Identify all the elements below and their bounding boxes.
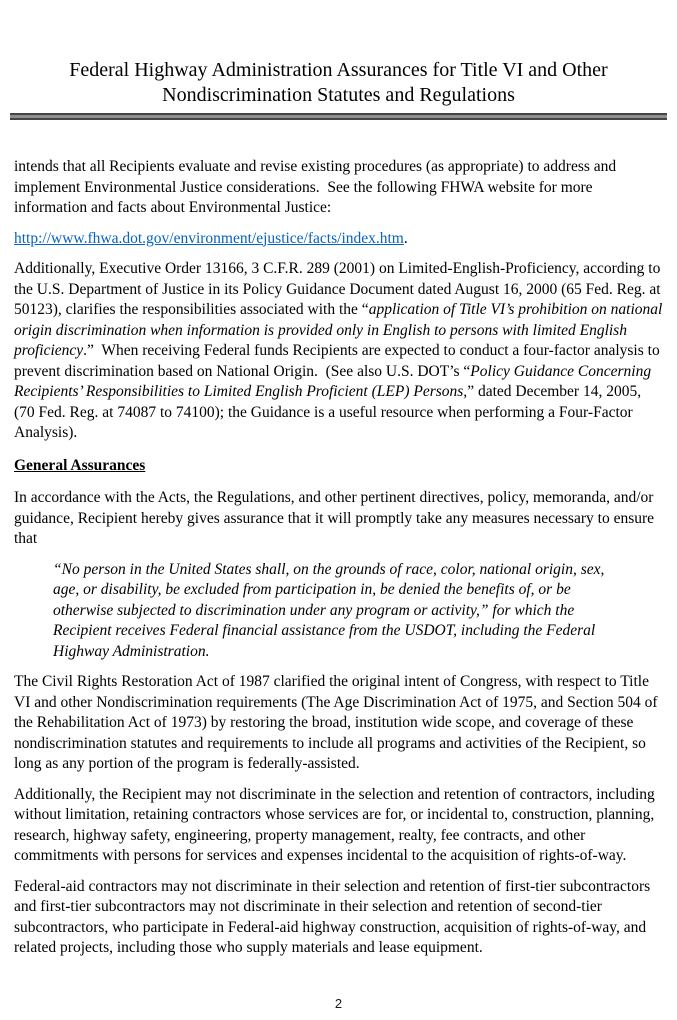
lep-text-run-1: Additionally, Executive Order 13166, 3 C.F.R. 289 (2001) on Limited-English-Proficiency, according to the U.S. Department of Justice in its Policy Guidance Document dated August 16, 2000 (65 Fed. Reg. at 50123), clarifies the responsibilities associated with the “ <box>14 260 665 318</box>
lep-italic-quote-2: Policy Guidance Concerning Recipients’ Responsibilities to Limited English Proficient (LEP) Persons, <box>14 362 655 400</box>
paragraph-in-accordance: In accordance with the Acts, the Regulations, and other pertinent directives, policy, memoranda, and/or guidance, Recipient hereby gives assurance that it will promptly take any measures necessary to ensure that <box>14 489 658 547</box>
paragraph-subcontractor-nondiscrimination: Federal-aid contractors may not discriminate in their selection and retention of first-tier subcontractors and first-tier subcontractors may not discriminate in their selection and retention of second-tier subcontractors, who participate in Federal-aid highway construction, acquisition of rights-of-way, and related projects, including those who supply materials and lease equipment. <box>14 877 655 956</box>
paragraph-contractor-nondiscrimination: Additionally, the Recipient may not discriminate in the selection and retention of contractors, including without limitation, retaining contractors whose services are for, or incidental to, construction, planning, research, highway safety, engineering, property management, realty, fee contracts, and other commitments with persons for services and expenses incidental to the acquisition of rights-of-way. <box>14 785 659 864</box>
page-title-line1: Federal Highway Administration Assurances for Title VI and Other <box>69 59 608 81</box>
lep-italic-quote-1: application of Title VI’s prohibition on national origin discrimination when information is provided only in English to persons with limited English proficiency <box>14 301 667 359</box>
fhwa-ejustice-link[interactable]: http://www.fhwa.dot.gov/environment/ejustice/facts/index.htm <box>14 229 404 247</box>
title-divider-rule <box>10 113 667 120</box>
lep-text-run-2: .” When receiving Federal funds Recipients are expected to conduct a four-factor analysis to prevent discrimination based on National Origin. (See also U.S. DOT’s “ <box>14 342 664 380</box>
section-heading-general-assurances: General Assurances <box>14 456 146 474</box>
paragraph-environmental-justice: intends that all Recipients evaluate and revise existing procedures (as appropriate) to address and implement Environmental Justice considerations. See the following FHWA website for more information and facts about Environmental Justice: <box>14 158 621 216</box>
lep-text-run-3: ” dated December 14, 2005, (70 Fed. Reg. at 74087 to 74100); the Guidance is a useful resource when performing a Four-Factor Analysis). <box>14 383 645 441</box>
document-body <box>14 157 667 959</box>
paragraph-civil-rights-restoration-act: The Civil Rights Restoration Act of 1987 clarified the original intent of Congress, with respect to Title VI and other Nondiscrimination requirements (The Age Discrimination Act of 1975, and Section 504 of the Rehabilitation Act of 1973) by restoring the broad, institution wide scope, and coverage of these nondiscrimination statutes and requirements to include all programs and activities of the Recipient, so long as any portion of the program is federally-assisted. <box>14 673 662 772</box>
paragraph-limited-english-proficiency <box>14 259 667 444</box>
paragraph-link-line <box>14 229 663 250</box>
page-title <box>14 58 663 108</box>
document-header <box>14 58 663 120</box>
page-number: 2 <box>334 996 343 1011</box>
blockquote-no-person-clause: “No person in the United States shall, on the grounds of race, color, national origin, sex, age, or disability, be excluded from participation in, be denied the benefits of, or be otherwise subjected to discrimination under any program or activity,” for which the Recipient receives Federal financial assistance from the USDOT, including the Federal Highway Administration. <box>53 560 609 660</box>
page-title-line2: Nondiscrimination Statutes and Regulations <box>162 84 515 106</box>
link-trailing-period: . <box>403 229 408 247</box>
